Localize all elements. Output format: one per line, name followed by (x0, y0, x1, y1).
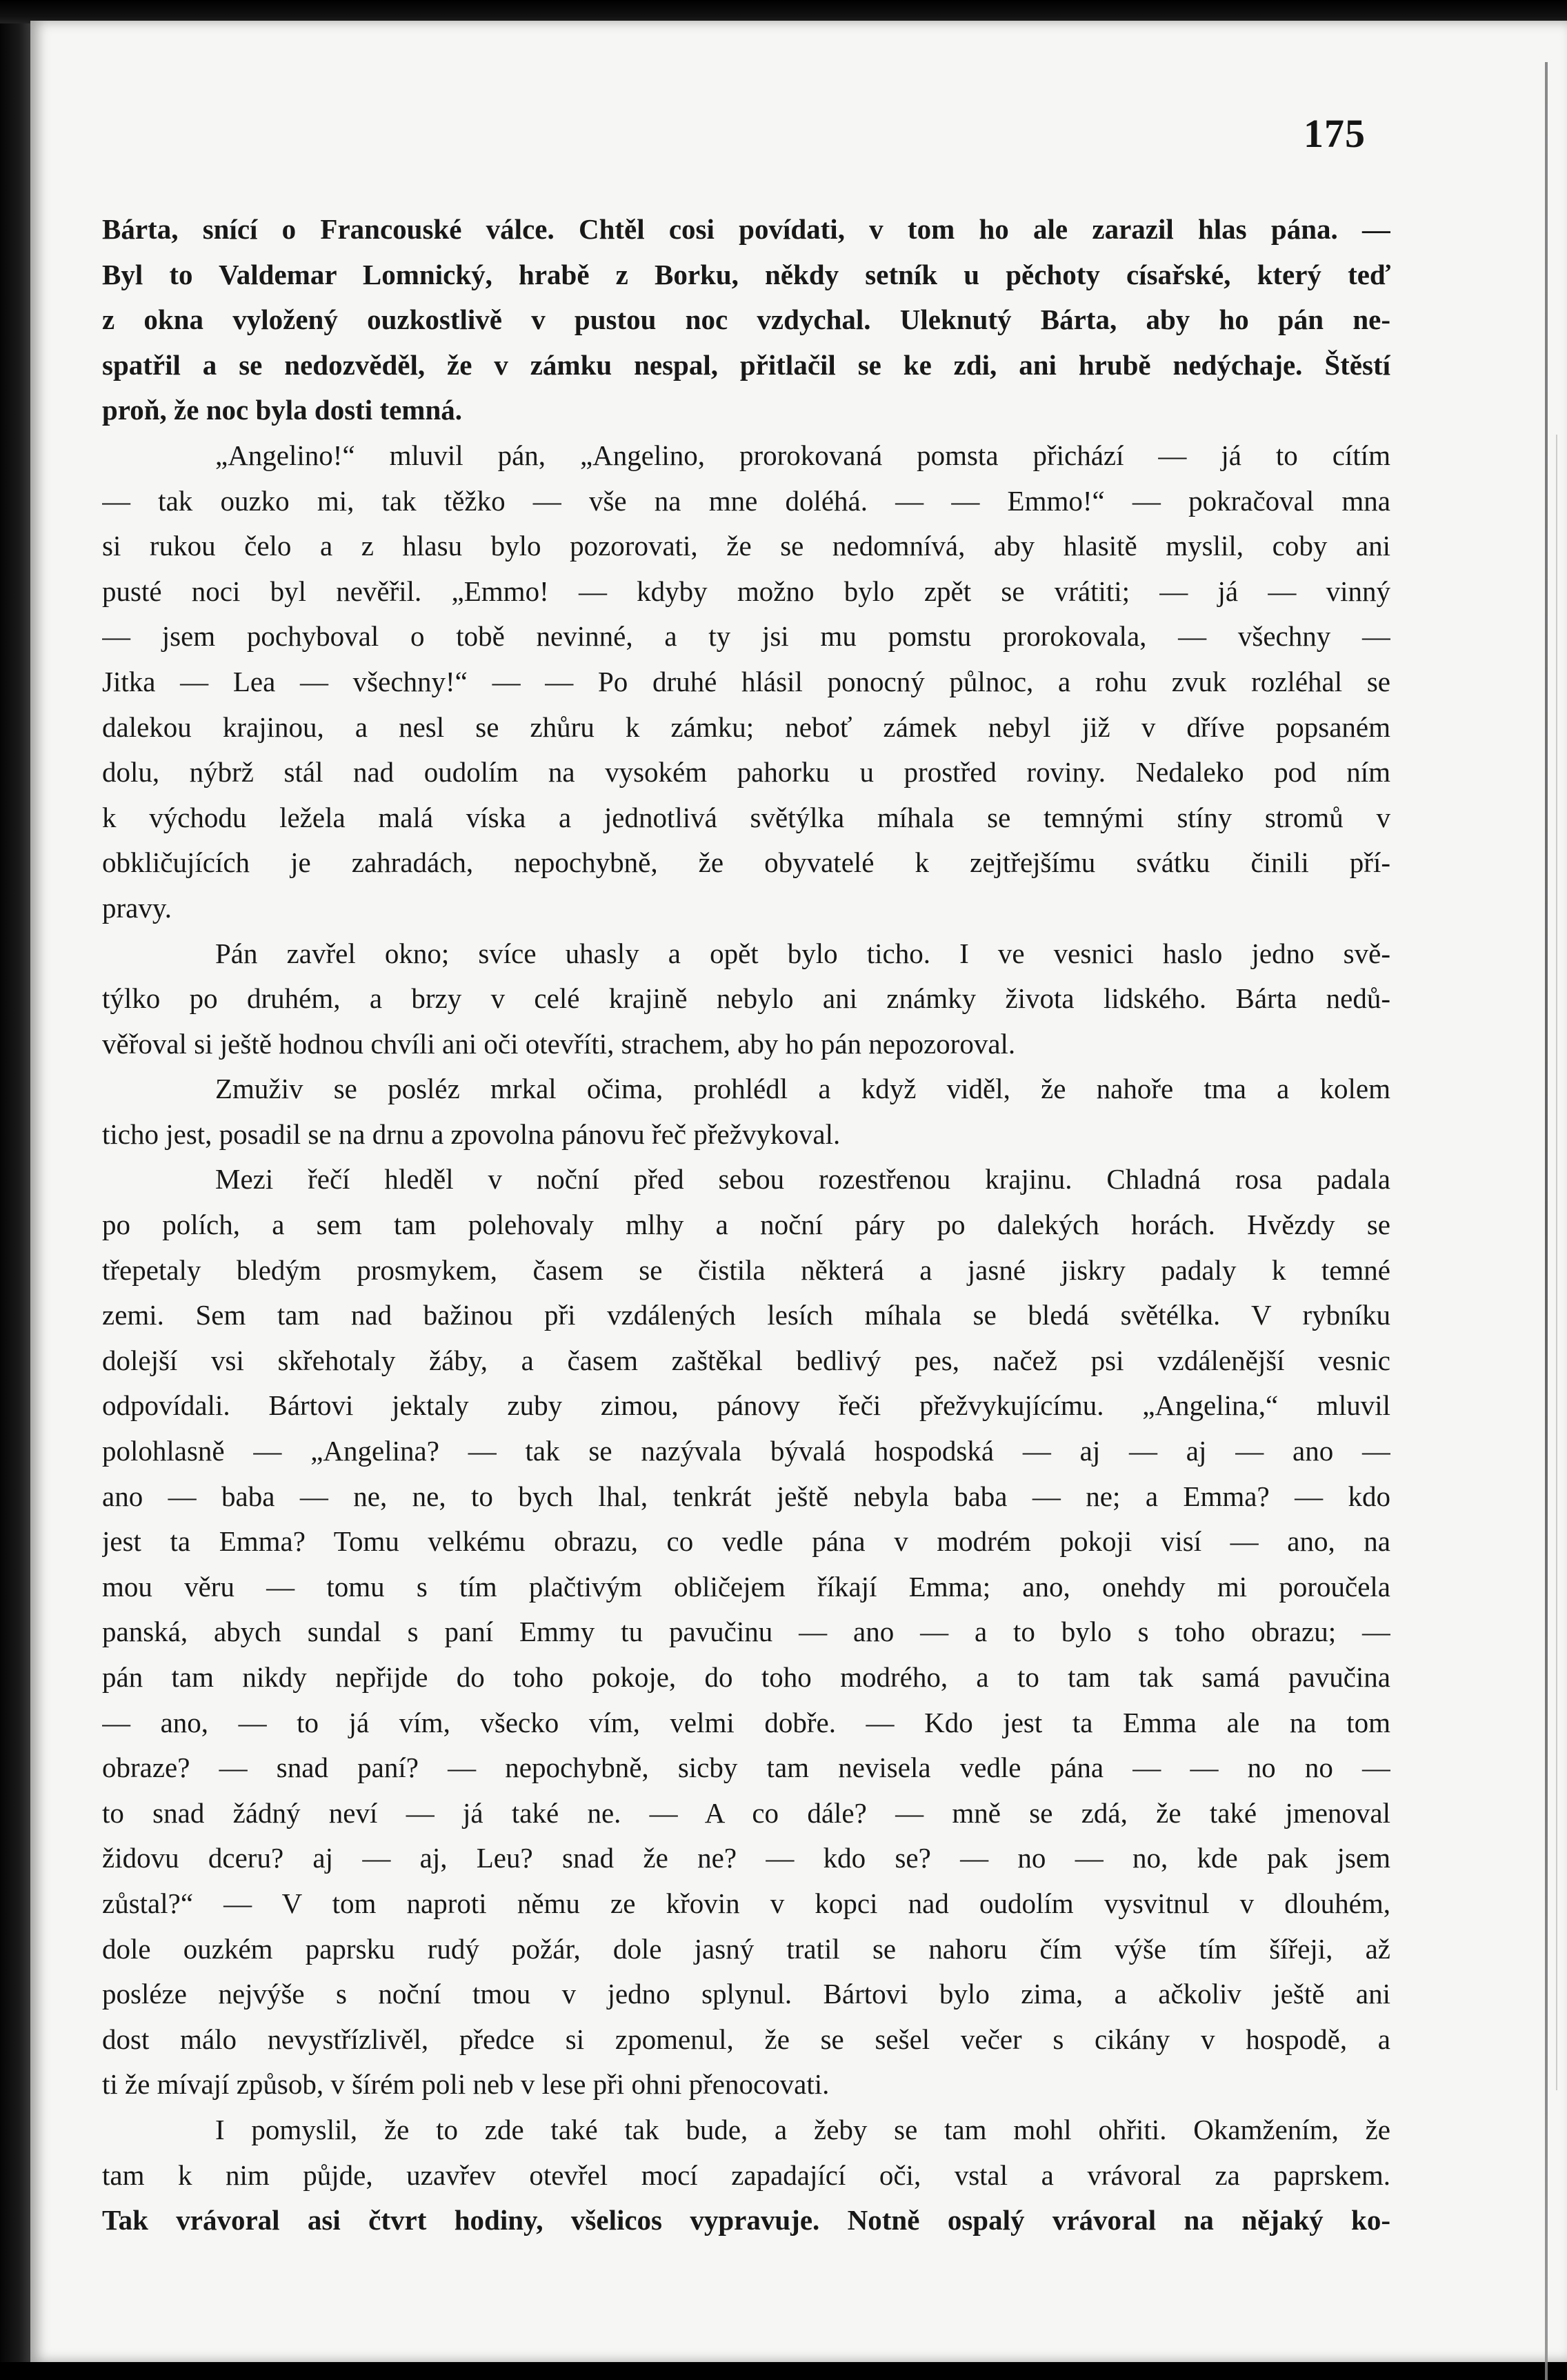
text-line: dolu, nýbrž stál nad oudolím na vysokém pahorku u prostřed roviny. Nedaleko pod ním (102, 756, 1390, 789)
text-line: ti že mívají způsob, v šírém poli neb v lese při ohni přenocovati. (102, 2068, 830, 2101)
text-line: „Angelino!“ mluvil pán, „Angelino, prorokovaná pomsta přichází — já to cítím (215, 439, 1390, 471)
scan-edge-left (0, 0, 32, 2362)
text-line: dolejší vsi skřehotaly žáby, a časem zaštěkal bedlivý pes, načež psi vzdálenější vesnic (102, 1344, 1390, 1376)
text-line: z okna vyložený ouzkostlivě v pustou noc vzdychal. Uleknutý Bárta, aby ho pán ne- (102, 304, 1390, 336)
text-line: — ano, — to já vím, všecko vím, velmi dobře. — Kdo jest ta Emma ale na tom (102, 1706, 1390, 1738)
text-line: Byl to Valdemar Lomnický, hrabě z Borku, někdy setník u pěchoty císařské, který teď (102, 258, 1390, 290)
text-line: jest ta Emma? Tomu velkému obrazu, co vedle pána v modrém pokoji visí — ano, na (102, 1525, 1390, 1558)
text-line: spatřil a se nedozvěděl, že v zámku nespal, přitlačil se ke zdi, ani hrubě nedýchaje. Štěstí (102, 348, 1390, 381)
page-number: 175 (1304, 111, 1366, 156)
text-line: Bárta, snící o Francouské válce. Chtěl cosi povídati, v tom ho ale zarazil hlas pána. — (102, 213, 1390, 245)
text-line: zemi. Sem tam nad bažinou při vzdálených lesích míhala se bledá světélka. V rybníku (102, 1299, 1390, 1331)
text-line: polohlasně — „Angelina? — tak se nazývala bývalá hospodská — aj — aj — ano — (102, 1435, 1390, 1467)
text-line: týlko po druhém, a brzy v celé krajině nebylo ani známky života lidského. Bárta nedů- (102, 982, 1390, 1015)
text-line: ano — baba — ne, ne, to bych lhal, tenkrát ještě nebyla baba — ne; a Emma? — kdo (102, 1480, 1390, 1512)
text-line: Mezi řečí hleděl v noční před sebou rozestřenou krajinu. Chladná rosa padala (215, 1163, 1390, 1196)
scan-edge-top (0, 0, 1567, 23)
text-line: posléze nejvýše s noční tmou v jedno splynul. Bártovi bylo zima, a ačkoliv ještě ani (102, 1978, 1390, 2010)
text-line: pusté noci byl nevěřil. „Emmo! — kdyby možno bylo zpět se vrátiti; — já — vinný (102, 575, 1390, 607)
text-line: dost málo nevystřízlivěl, předce si zpomenul, že se sešel večer s cikány v hospodě, a (102, 2023, 1390, 2055)
text-line: mou věru — tomu s tím plačtivým obličejem říkají Emma; ano, onehdy mi poroučela (102, 1570, 1390, 1603)
text-line: Zmuživ se posléz mrkal očima, prohlédl a když viděl, že nahoře tma a kolem (215, 1073, 1390, 1105)
text-line: — jsem pochyboval o tobě nevinné, a ty jsi mu pomstu prorokovala, — všechny — (102, 620, 1390, 653)
text-line: Jitka — Lea — všechny!“ — — Po druhé hlásil ponocný půlnoc, a rohu zvuk rozléhal se (102, 665, 1390, 697)
text-line: — tak ouzko mi, tak těžko — vše na mne doléhá. — — Emmo!“ — pokračoval mna (102, 484, 1390, 517)
text-line: ticho jest, posadil se na drnu a zpovolna pánovu řeč přežvykoval. (102, 1118, 841, 1150)
text-line: obkličujících je zahradách, nepochybně, že obyvatelé k zejtřejšímu svátku činili pří- (102, 846, 1390, 879)
text-line: panská, abych sundal s paní Emmy tu pavučinu — ano — a to bylo s toho obrazu; — (102, 1616, 1390, 1648)
text-line: Tak vrávoral asi čtvrt hodiny, všelicos vypravuje. Notně ospalý vrávoral na nějaký ko- (102, 2204, 1390, 2237)
text-line: pán tam nikdy nepřijde do toho pokoje, do toho modrého, a to tam tak samá pavučina (102, 1661, 1390, 1693)
text-line: pravy. (102, 891, 172, 924)
text-line: I pomyslil, že to zde také tak bude, a žeby se tam mohl ohřiti. Okamžením, že (215, 2113, 1390, 2145)
text-line: věřoval si ještě hodnou chvíli ani oči otevříti, strachem, aby ho pán nepozoroval. (102, 1027, 1016, 1060)
text-line: židovu dceru? aj — aj, Leu? snad že ne? — kdo se? — no — no, kde pak jsem (102, 1842, 1390, 1874)
page-binding-shadow (1545, 62, 1548, 2380)
text-line: po polích, a sem tam polehovaly mlhy a noční páry po dalekých horách. Hvězdy se (102, 1209, 1390, 1241)
text-line: zůstal?“ — V tom naproti němu ze křovin v kopci nad oudolím vysvitnul v dlouhém, (102, 1887, 1390, 1919)
text-line: třepetaly bledým prosmykem, časem se čistila některá a jasné jiskry padaly k temné (102, 1253, 1390, 1286)
text-line: tam k nim půjde, uzavřev otevřel mocí zapadající oči, vstal a vrávoral za paprskem. (102, 2159, 1390, 2191)
text-line: to snad žádný neví — já také ne. — A co dále? — mně se zdá, že také jmenoval (102, 1796, 1390, 1829)
text-line: dole ouzkém paprsku rudý požár, dole jasný tratil se nahoru čím výše tím šířeji, až (102, 1932, 1390, 1965)
text-line: odpovídali. Bártovi jektaly zuby zimou, pánovy řeči přežvykujícímu. „Angelina,“ mluvil (102, 1389, 1390, 1422)
text-line: Pán zavřel okno; svíce uhasly a opět bylo ticho. I ve vesnici haslo jedno svě- (215, 937, 1390, 969)
text-line: si rukou čelo a z hlasu bylo pozorovati, že se nedomnívá, aby hlasitě myslil, coby ani (102, 530, 1390, 562)
page-binding-crease (1556, 435, 1557, 2090)
text-line: k východu ležela malá víska a jednotlivá světýlka míhala se temnými stíny stromů v (102, 801, 1390, 833)
text-line: dalekou krajinou, a nesl se zhůru k zámku; neboť zámek nebyl již v dříve popsaném (102, 711, 1390, 743)
text-line: proň, že noc byla dosti temná. (102, 394, 463, 426)
page-body-text (102, 207, 1390, 2243)
text-line: obraze? — snad paní? — nepochybně, sicby tam nevisela vedle pána — — no no — (102, 1752, 1390, 1784)
